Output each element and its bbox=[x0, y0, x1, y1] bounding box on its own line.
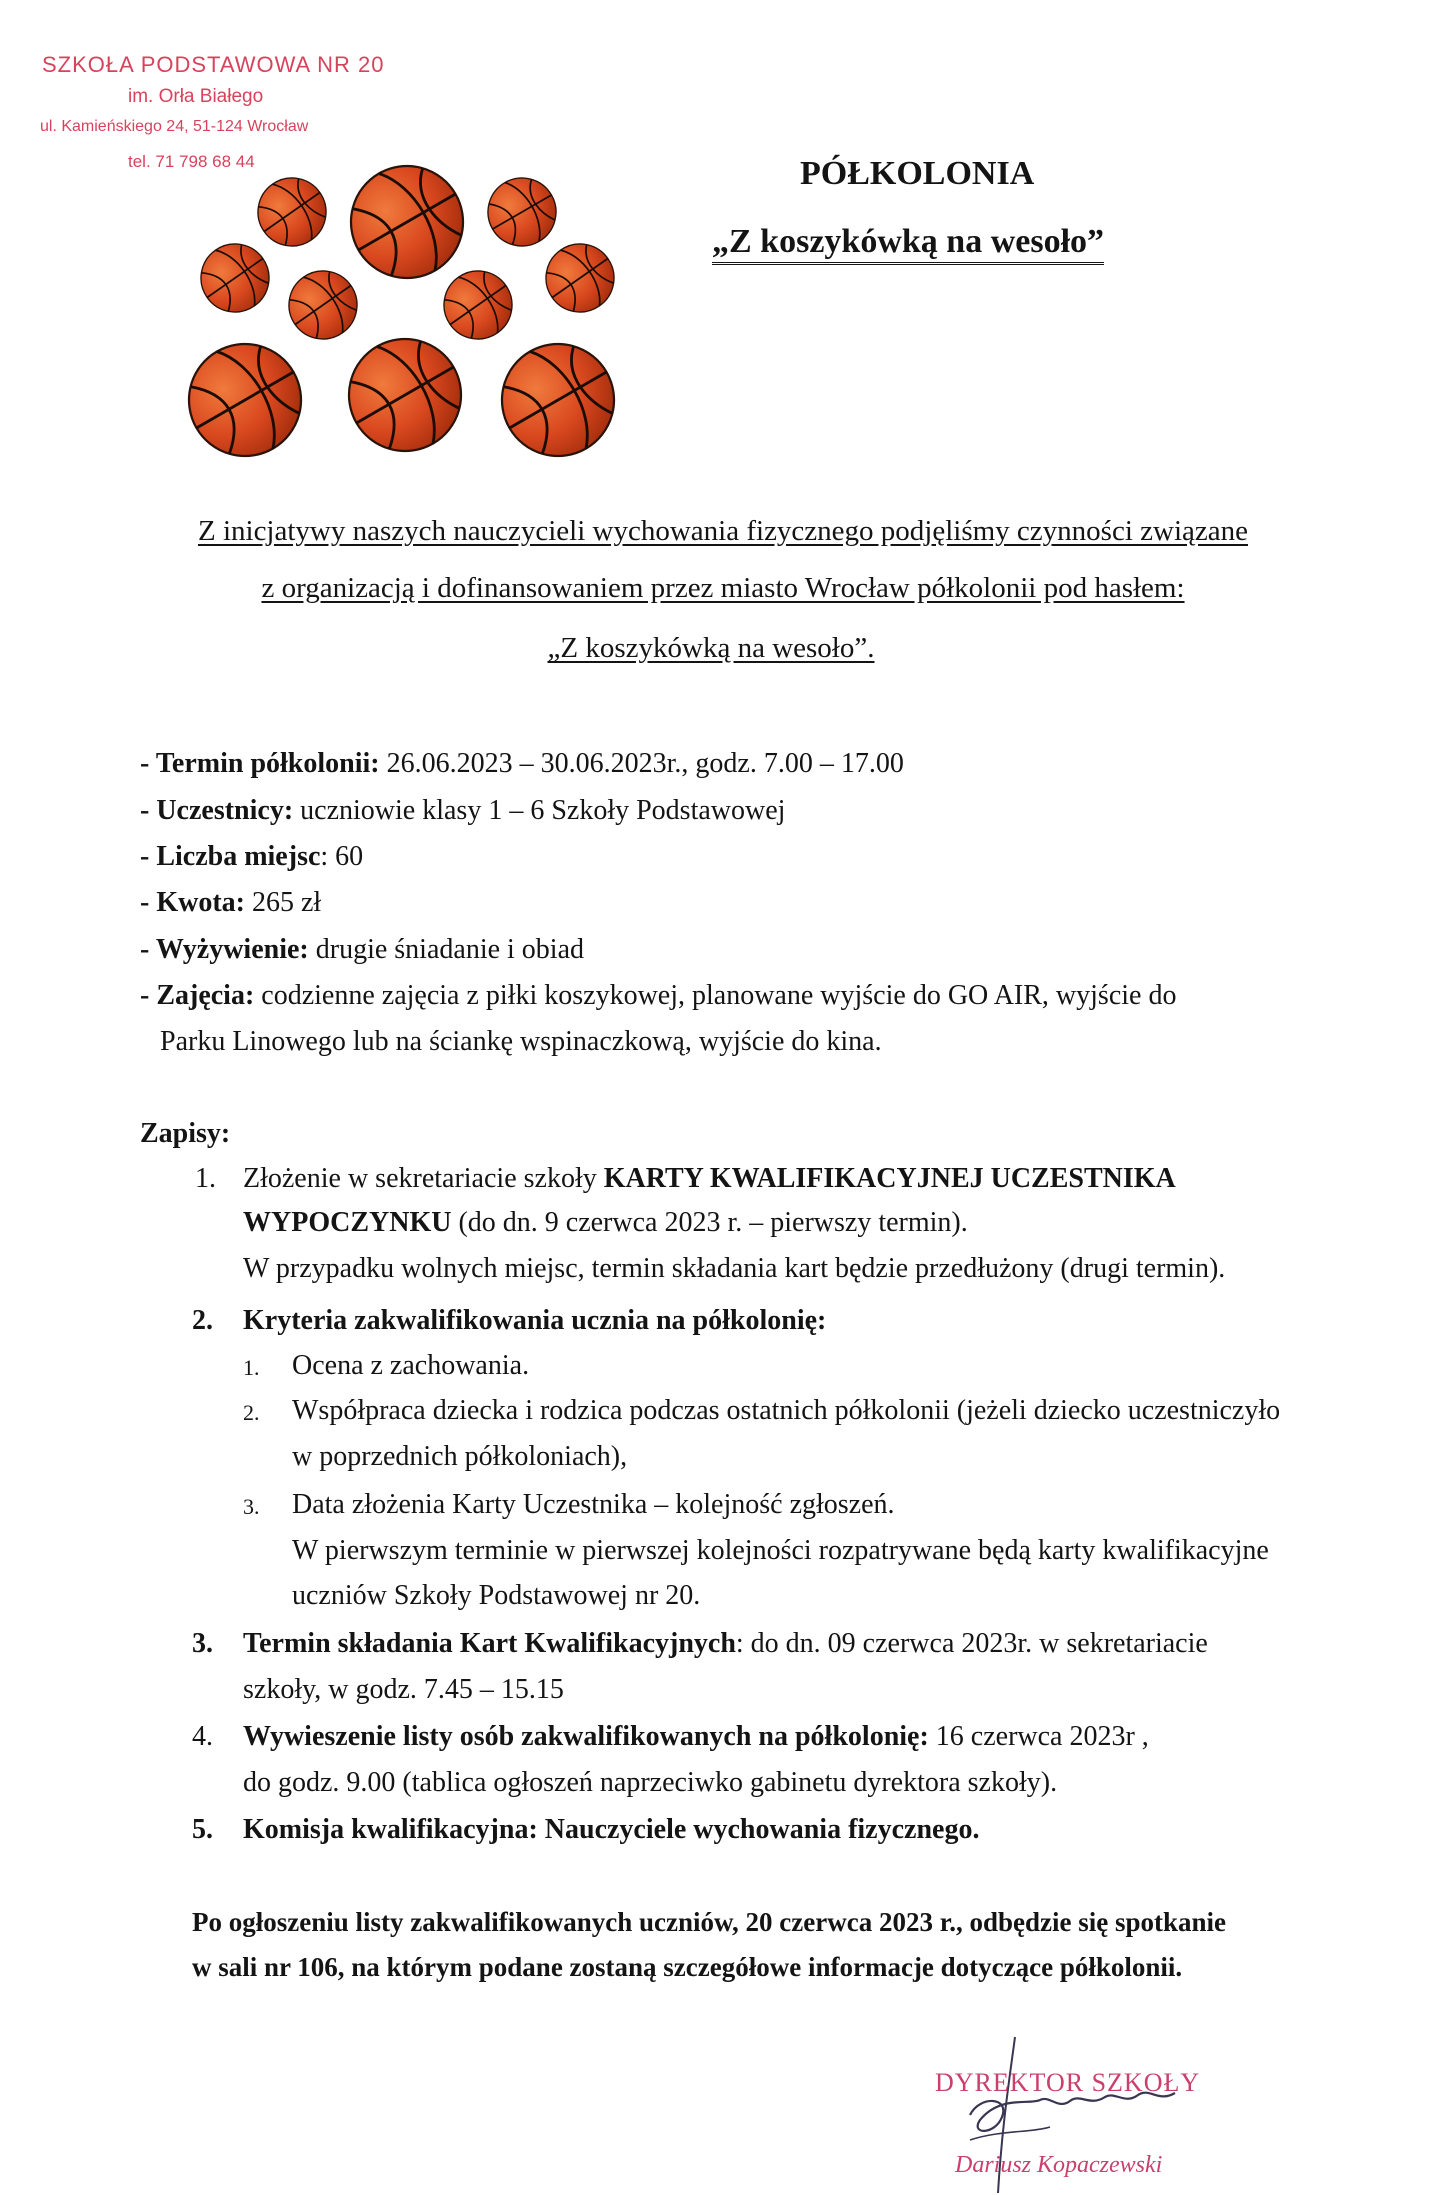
basketball-icon bbox=[482, 324, 635, 470]
basketball-icon bbox=[169, 324, 322, 470]
list-item-4-line-2: do godz. 9.00 (tablica ogłoszeń naprzeciwko gabinetu dyrektora szkoły). bbox=[243, 1767, 1058, 1798]
sub-list-item-1: Ocena z zachowania. bbox=[292, 1350, 530, 1381]
sub-list-number: 3. bbox=[243, 1494, 260, 1519]
sub-list-item-2-cont: w poprzednich półkoloniach), bbox=[292, 1441, 628, 1472]
basketball-icon bbox=[329, 319, 482, 470]
list-number: 2. bbox=[192, 1305, 213, 1336]
list-number: 5. bbox=[192, 1814, 213, 1845]
info-item-participants: - Uczestnicy: uczniowie klasy 1 – 6 Szkoły Podstawowej bbox=[140, 795, 786, 826]
sub-list-item-3-cont-2: uczniów Szkoły Podstawowej nr 20. bbox=[292, 1580, 701, 1611]
basketball-icon bbox=[188, 231, 283, 326]
intro-line-3: „Z koszykówką na wesoło”. bbox=[547, 632, 875, 664]
basketball-icon bbox=[431, 258, 526, 353]
page-title: PÓŁKOLONIA bbox=[800, 155, 1035, 192]
list-item-1-line-2: WYPOCZYNKU (do dn. 9 czerwca 2023 r. – pierwszy termin). bbox=[243, 1207, 968, 1238]
school-patron: im. Orła Białego bbox=[128, 86, 264, 107]
page-subtitle: „Z koszykówką na wesoło” bbox=[712, 222, 1104, 265]
school-address: ul. Kamieńskiego 24, 51-124 Wrocław bbox=[40, 118, 309, 135]
signature-role: DYREKTOR SZKOŁY bbox=[935, 2068, 1201, 2097]
basketball-icon bbox=[533, 231, 628, 326]
list-item-5: Komisja kwalifikacyjna: Nauczyciele wychowania fizycznego. bbox=[243, 1814, 980, 1845]
school-phone: tel. 71 798 68 44 bbox=[128, 152, 255, 171]
intro-line-1: Z inicjatywy naszych nauczycieli wychowania fizycznego podjęliśmy czynności związane bbox=[197, 515, 1249, 547]
info-item-places: - Liczba miejsc: 60 bbox=[140, 841, 364, 872]
list-item-4-line-1: Wywieszenie listy osób zakwalifikowanych na półkolonię: 16 czerwca 2023r , bbox=[243, 1721, 1149, 1752]
basketball-icon bbox=[245, 165, 340, 260]
list-number: 3. bbox=[192, 1628, 213, 1659]
sub-list-number: 2. bbox=[243, 1400, 260, 1425]
info-item-activities: - Zajęcia: codzienne zajęcia z piłki koszykowej, planowane wyjście do GO AIR, wyjście do bbox=[140, 980, 1177, 1011]
basketballs-illustration bbox=[0, 0, 700, 470]
info-item-activities-cont: Parku Linowego lub na ściankę wspinaczkową, wyjście do kina. bbox=[160, 1026, 882, 1057]
section-heading-zapisy: Zapisy: bbox=[140, 1118, 231, 1149]
school-name: SZKOŁA PODSTAWOWA NR 20 bbox=[42, 52, 385, 77]
list-item-1-line-3: W przypadku wolnych miejsc, termin składania kart będzie przedłużony (drugi termin). bbox=[243, 1253, 1226, 1284]
list-item-2-label: Kryteria zakwalifikowania ucznia na półkolonię: bbox=[243, 1305, 827, 1336]
sub-list-item-2: Współpraca dziecka i rodzica podczas ostatnich półkolonii (jeżeli dziecko uczestniczyło bbox=[292, 1395, 1281, 1426]
basketball-icon bbox=[476, 166, 569, 259]
list-item-3-line-1: Termin składania Kart Kwalifikacyjnych: do dn. 09 czerwca 2023r. w sekretariacie bbox=[243, 1628, 1208, 1659]
sub-list-number: 1. bbox=[243, 1355, 260, 1380]
closing-line-2: w sali nr 106, na którym podane zostaną szczegółowe informacje dotyczące półkolonii. bbox=[192, 1952, 1183, 1982]
list-item-1-line-1: Złożenie w sekretariacie szkoły KARTY KWALIFIKACYJNEJ UCZESTNIKA bbox=[243, 1163, 1176, 1194]
list-number: 4. bbox=[192, 1721, 213, 1752]
sub-list-item-3-cont: W pierwszym terminie w pierwszej kolejności rozpatrywane będą karty kwalifikacyjne bbox=[292, 1535, 1269, 1566]
signature-name: Dariusz Kopaczewski bbox=[955, 2152, 1163, 2178]
list-number: 1. bbox=[195, 1163, 216, 1194]
info-item-meals: - Wyżywienie: drugie śniadanie i obiad bbox=[140, 934, 585, 965]
intro-line-2: z organizacją i dofinansowaniem przez miasto Wrocław półkolonii pod hasłem: bbox=[261, 572, 1185, 604]
info-item-price: - Kwota: 265 zł bbox=[140, 887, 322, 918]
basketball-icon bbox=[276, 258, 371, 353]
info-item-date: - Termin półkolonii: 26.06.2023 – 30.06.2023r., godz. 7.00 – 17.00 bbox=[140, 748, 904, 779]
list-item-3-line-2: szkoły, w godz. 7.45 – 15.15 bbox=[243, 1674, 564, 1705]
sub-list-item-3: Data złożenia Karty Uczestnika – kolejność zgłoszeń. bbox=[292, 1489, 895, 1520]
closing-line-1: Po ogłoszeniu listy zakwalifikowanych uczniów, 20 czerwca 2023 r., odbędzie się spotkanie bbox=[192, 1907, 1226, 1937]
